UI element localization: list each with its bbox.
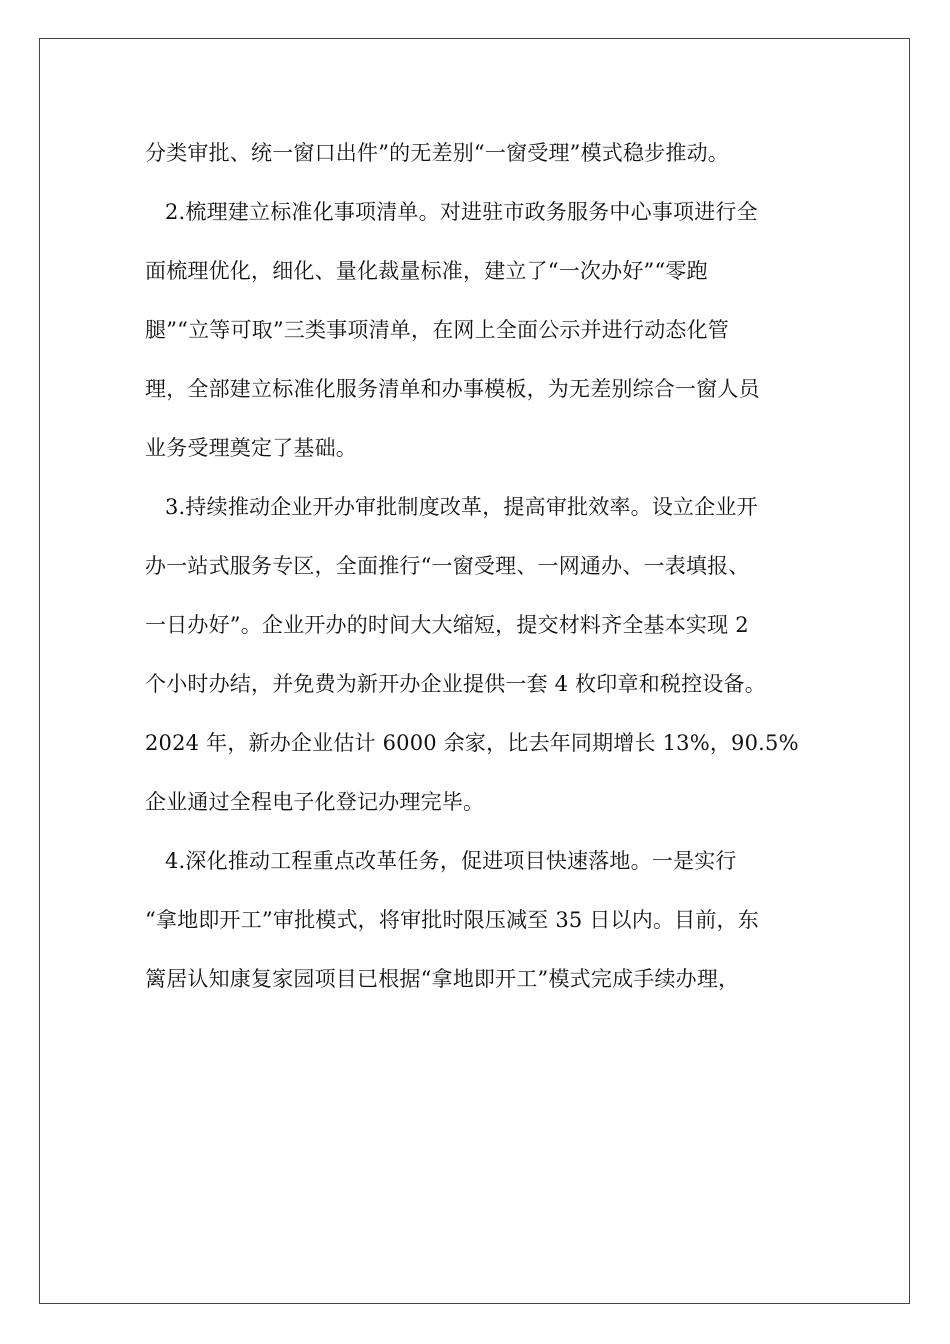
document-body xyxy=(145,128,805,1013)
text-line: 2024 年，新办企业估计 6000 余家，比去年同期增长 13%，90.5% xyxy=(145,731,799,755)
text-line: 办一站式服务专区，全面推行“一窗受理、一网通办、一表填报、 xyxy=(145,554,750,578)
text-line: 业务受理奠定了基础。 xyxy=(145,436,357,460)
text-line: 一日办好”。企业开办的时间大大缩短，提交材料齐全基本实现 2 xyxy=(145,613,749,637)
text-line: 分类审批、统一窗口出件”的无差别“一窗受理”模式稳步推动。 xyxy=(145,141,730,165)
text-line: 个小时办结，并免费为新开办企业提供一套 4 枚印章和税控设备。 xyxy=(145,672,766,696)
text-line: 2.梳理建立标准化事项清单。对进驻市政务服务中心事项进行全 xyxy=(165,200,758,224)
text-line: 面梳理优化，细化、量化裁量标准，建立了“一次办好”“零跑 xyxy=(145,259,708,283)
text-line: “拿地即开工”审批模式，将审批时限压减至 35 日以内。目前，东 xyxy=(145,908,759,932)
text-line: 理，全部建立标准化服务清单和办事模板，为无差别综合一窗人员 xyxy=(145,377,760,401)
text-line: 腿”“立等可取”三类事项清单，在网上全面公示并进行动态化管 xyxy=(145,318,730,342)
text-line: 企业通过全程电子化登记办理完毕。 xyxy=(145,790,485,814)
text-line: 篱居认知康复家园项目已根据“拿地即开工”模式完成手续办理， xyxy=(145,967,740,991)
text-line: 4.深化推动工程重点改革任务，促进项目快速落地。一是实行 xyxy=(165,849,737,873)
text-line: 3.持续推动企业开办审批制度改革，提高审批效率。设立企业开 xyxy=(165,495,758,519)
